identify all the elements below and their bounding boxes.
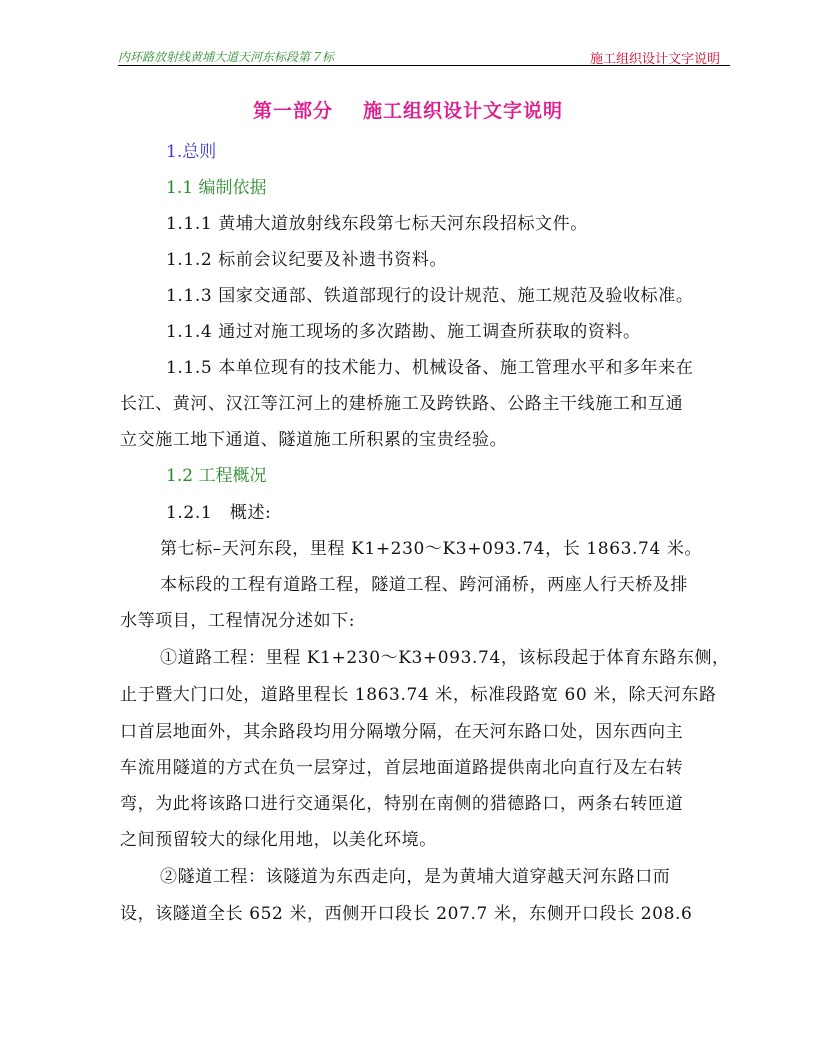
header-divider	[118, 65, 730, 66]
paragraph-line: 本标段的工程有道路工程，隧道工程、跨河涌桥，两座人行天桥及排	[160, 575, 688, 595]
paragraph-line: 立交施工地下通道、隧道施工所积累的宝贵经验。	[120, 430, 508, 450]
paragraph-line: 1.1.2 标前会议纪要及补遗书资料。	[166, 250, 448, 270]
heading-general: 1.总则	[166, 142, 217, 162]
title-part: 第一部分	[252, 100, 333, 122]
paragraph-line: 设，该隧道全长 652 米，西侧开口段长 207.7 米，东侧开口段长 208.6	[120, 904, 693, 924]
header-section-name: 施工组织设计文字说明	[589, 52, 720, 67]
paragraph-line: 1.1.5 本单位现有的技术能力、机械设备、施工管理水平和多年来在	[166, 358, 694, 378]
heading-basis: 1.1 编制依据	[166, 178, 267, 198]
paragraph-line: 1.2.1 概述:	[166, 503, 272, 523]
paragraph-line: 长江、黄河、汉江等江河上的建桥施工及跨铁路、公路主干线施工和互通	[120, 394, 684, 414]
paragraph-line: 1.1.3 国家交通部、铁道部现行的设计规范、施工规范及验收标准。	[166, 286, 694, 306]
page-title	[0, 96, 816, 123]
paragraph-line: 弯，为此将该路口进行交通渠化，特别在南侧的猎德路口，两条右转匝道	[120, 794, 684, 814]
paragraph-line: 止于暨大门口处，道路里程长 1863.74 米，标准段路宽 60 米，除天河东路	[120, 685, 717, 705]
heading-overview: 1.2 工程概况	[166, 466, 267, 486]
header-project-name: 内环路放射线黄埔大道天河东标段第７标	[118, 50, 335, 64]
paragraph-line: 第七标–天河东段，里程 K1+230～K3+093.74，长 1863.74 米。	[160, 539, 703, 559]
paragraph-line: ①道路工程：里程 K1+230～K3+093.74，该标段起于体育东路东侧，	[160, 648, 730, 668]
paragraph-line: 1.1.1 黄埔大道放射线东段第七标天河东段招标文件。	[166, 214, 588, 234]
paragraph-line: 之间预留较大的绿化用地，以美化环境。	[120, 830, 437, 850]
paragraph-line: 口首层地面外，其余路段均用分隔墩分隔，在天河东路口处，因东西向主	[120, 722, 684, 742]
title-name: 施工组织设计文字说明	[363, 100, 564, 122]
paragraph-line: ②隧道工程：该隧道为东西走向，是为黄埔大道穿越天河东路口而	[160, 867, 671, 887]
paragraph-line: 车流用隧道的方式在负一层穿过，首层地面道路提供南北向直行及左右转	[120, 758, 684, 778]
paragraph-line: 1.1.4 通过对施工现场的多次踏勘、施工调查所获取的资料。	[166, 322, 641, 342]
paragraph-line: 水等项目，工程情况分述如下:	[120, 611, 356, 631]
page-header	[118, 46, 730, 66]
